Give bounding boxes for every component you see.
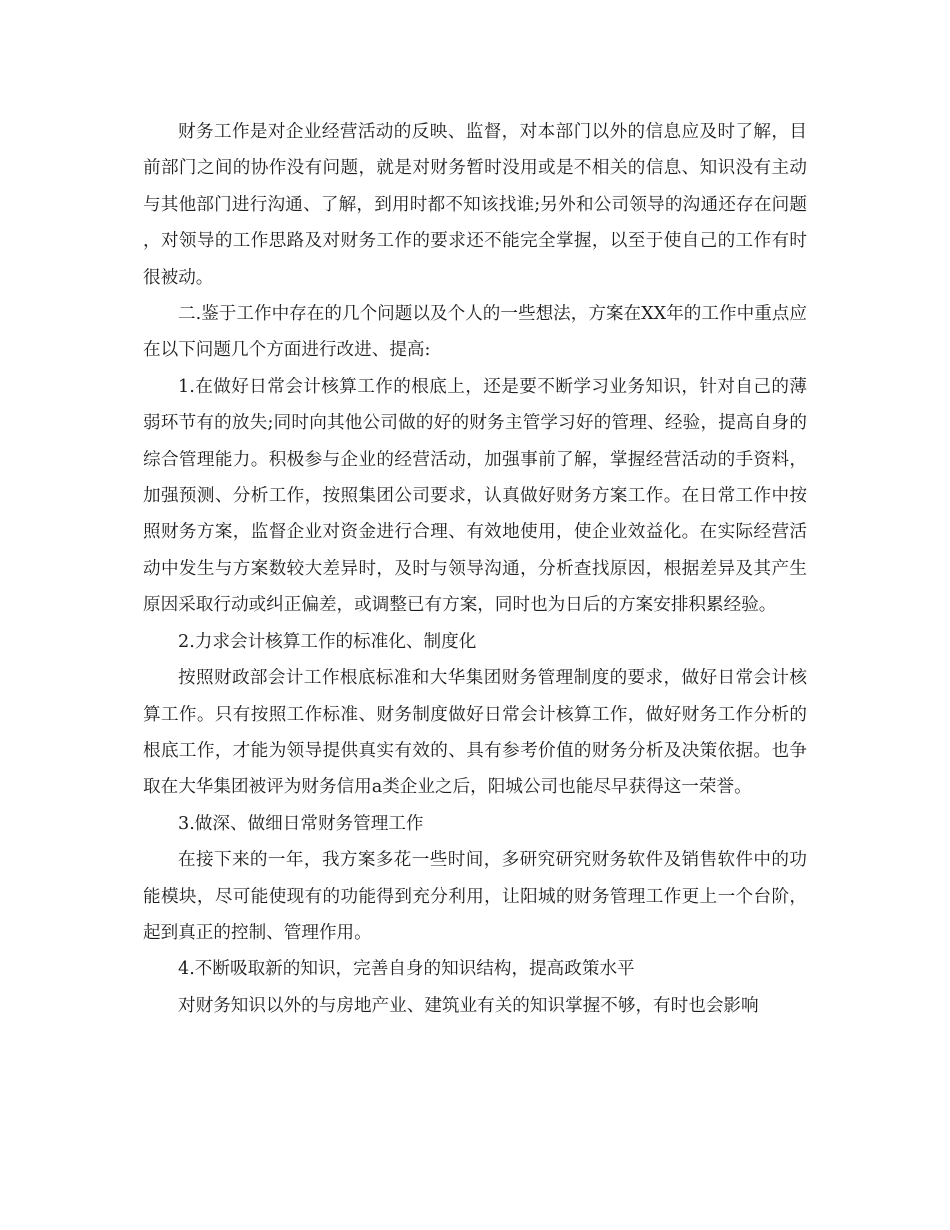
paragraph-communication-issues: 财务工作是对企业经营活动的反映、监督，对本部门以外的信息应及时了解，目前部门之间的协作没有问题，就是对财务暂时没用或是不相关的信息、知识没有主动与其他部门进行沟通、了解，到用时都不知该找谁;另外和公司领导的沟通还存在问题，对领导的工作思路及对财务工作的要求还不能完全掌握，以至于使自己的工作有时很被动。 — [143, 122, 807, 288]
document-body — [143, 114, 807, 1024]
paragraph-improvement-plan-intro: 二.鉴于工作中存在的几个问题以及个人的一些想法，方案在XX年的工作中重点应在以下问题几个方面进行改进、提高: — [143, 304, 807, 361]
heading-item-2: 2.力求会计核算工作的标准化、制度化 — [178, 631, 477, 652]
paragraph-item-4-body: 对财务知识以外的与房地产业、建筑业有关的知识掌握不够，有时也会影响 — [178, 995, 759, 1016]
paragraph-item-1: 1.在做好日常会计核算工作的根底上，还是要不断学习业务知识，针对自己的薄弱环节有的放失;同时向其他公司做的好的财务主管学习好的管理、经验，提高自身的综合管理能力。积极参与企业的经营活动，加强事前了解，掌握经营活动的手资料，加强预测、分析工作，按照集团公司要求，认真做好财务方案工作。在日常工作中按照财务方案，监督企业对资金进行合理、有效地使用，使企业效益化。在实际经营活动中发生与方案数较大差异时，及时与领导沟通，分析查找原因，根据差异及其产生原因采取行动或纠正偏差，或调整已有方案，同时也为日后的方案安排积累经验。 — [143, 376, 807, 616]
heading-item-4: 4.不断吸取新的知识，完善自身的知识结构，提高政策水平 — [178, 959, 635, 980]
paragraph-item-2-body: 按照财政部会计工作根底标准和大华集团财务管理制度的要求，做好日常会计核算工作。只有按照工作标准、财务制度做好日常会计核算工作，做好财务工作分析的根底工作，才能为领导提供真实有效的、具有参考价值的财务分析及决策依据。也争取在大华集团被评为财务信用a类企业之后，阳城公司也能尽早获得这一荣誉。 — [143, 668, 807, 798]
paragraph-item-3-body: 在接下来的一年，我方案多花一些时间，多研究研究财务软件及销售软件中的功能模块，尽可能使现有的功能得到充分利用，让阳城的财务管理工作更上一个台阶，起到真正的控制、管理作用。 — [143, 850, 807, 943]
heading-item-3: 3.做深、做细日常财务管理工作 — [178, 813, 424, 834]
